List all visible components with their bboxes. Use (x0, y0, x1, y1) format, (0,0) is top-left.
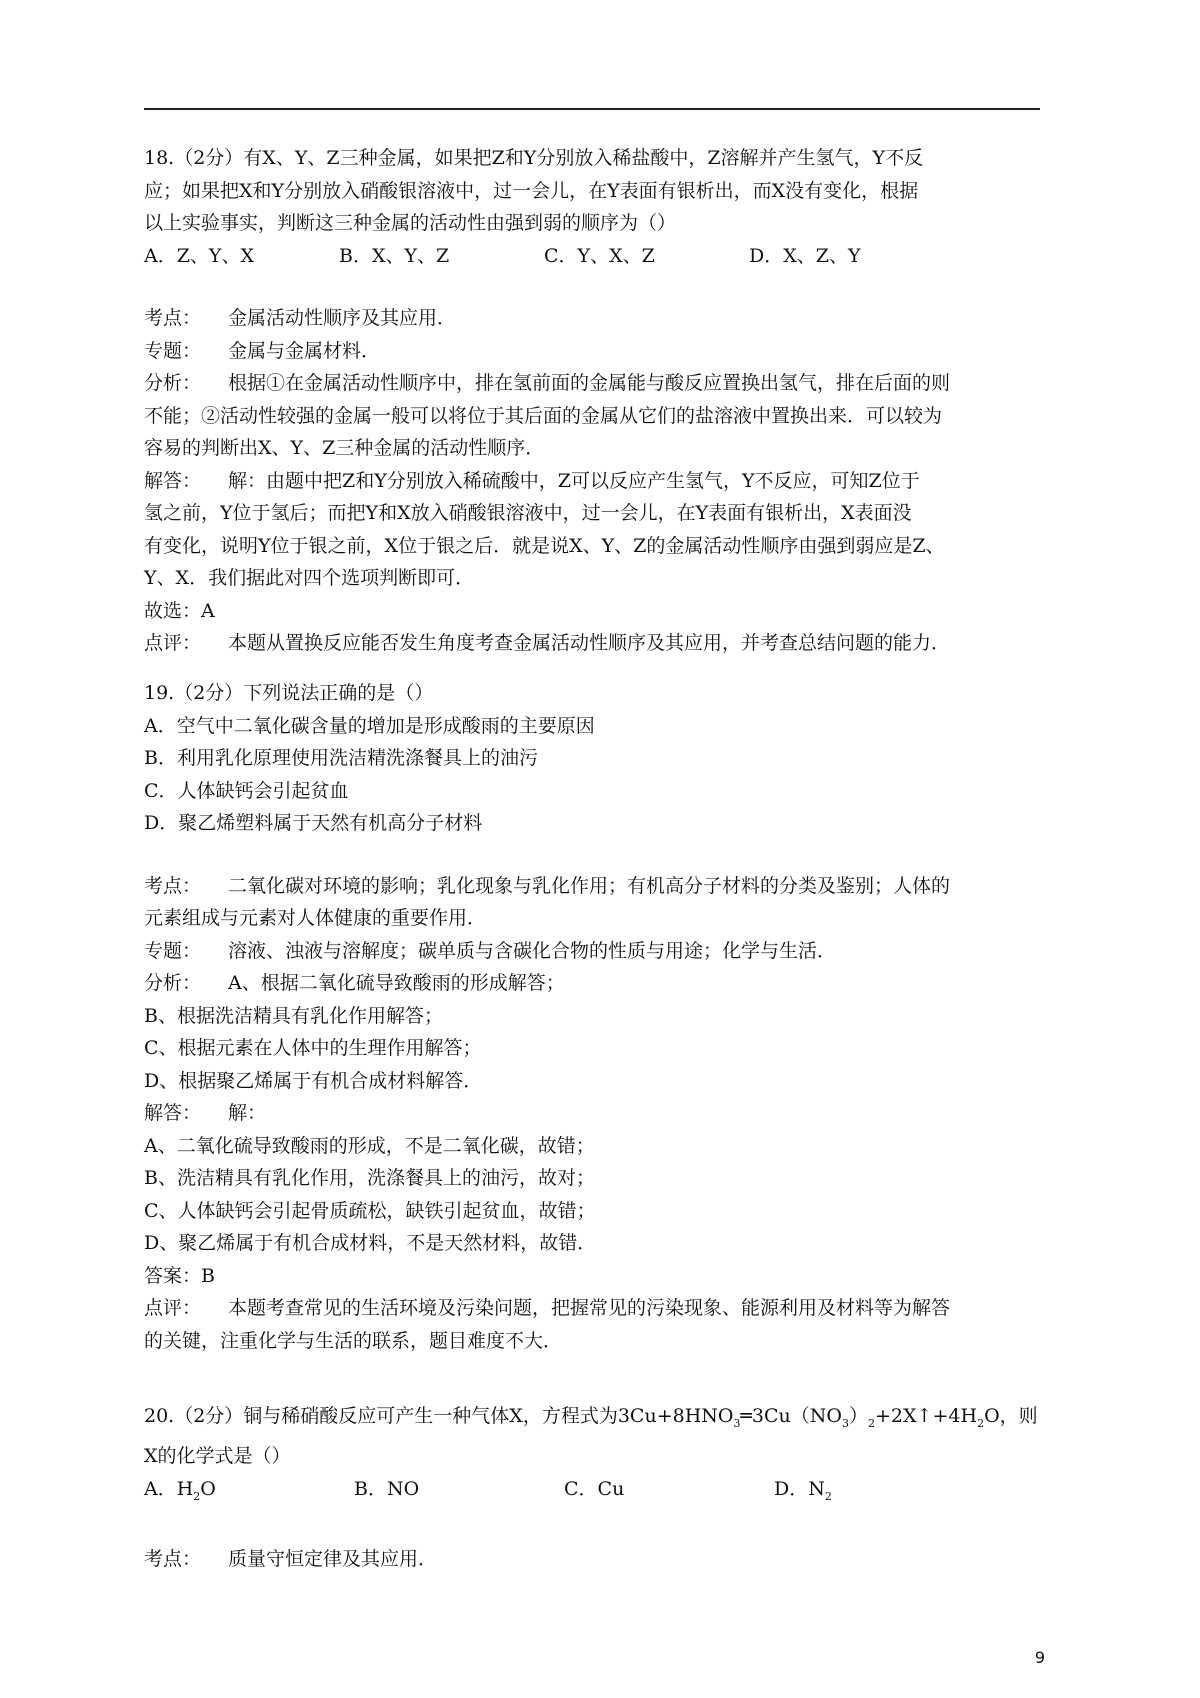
q18-jieda-text-1: 解：由题中把Z和Y分别放入稀硫酸中，Z可以反应产生氢气，Y不反应，可知Z位于 (228, 469, 920, 492)
q20-stem-part-e: O，则 (984, 1405, 1038, 1427)
q18-zhuanti-label: 专题： (144, 339, 202, 362)
q18-dianping-label: 点评： (144, 632, 202, 654)
q20-option-a-sub: 2 (193, 1489, 201, 1503)
q18-stem-line-3: 以上实验事实，判断这三种金属的活动性由强到弱的顺序为（） (144, 212, 677, 234)
q18-fenxi-line-1 (144, 367, 1044, 400)
q19-fenxi-text-1: A、根据二氧化硫导致酸雨的形成解答； (228, 972, 565, 994)
q19-kaodian-label: 考点： (144, 874, 202, 897)
q19-jieda-line-5: D、聚乙烯属于有机合成材料，不是天然材料，故错． (144, 1232, 597, 1254)
q20-sub-b: 3 (842, 1416, 849, 1430)
q20-option-c: C．Cu (564, 1477, 625, 1500)
header-rule (144, 108, 1040, 110)
q19-dianping-line-2: 的关键，注重化学与生活的联系，题目难度不大． (144, 1329, 563, 1352)
q18-dianping (144, 627, 1044, 660)
q20-stem-part-b: ═3Cu（NO (740, 1405, 842, 1427)
q19-zhuanti (144, 935, 1044, 968)
q18-kaodian-label: 考点： (144, 307, 202, 329)
q18-fenxi-line-2: 不能；②活动性较强的金属一般可以将位于其后面的金属从它们的盐溶液中置换出来．可以较为 (144, 404, 943, 427)
q19-jieda-label: 解答： (144, 1102, 202, 1124)
q19-zhuanti-text: 溶液、浊液与溶解度；碳单质与含碳化合物的性质与用途；化学与生活． (228, 939, 837, 962)
q18-jieda-line-2: 氢之前，Y位于氢后；而把Y和X放入硝酸银溶液中，过一会儿，在Y表面有银析出，X表面没 (144, 502, 912, 524)
q19-fenxi-label: 分析： (144, 972, 202, 994)
q19-answer: 答案：B (144, 1264, 215, 1287)
q20-sub-d: 2 (977, 1416, 985, 1430)
question-19 (144, 677, 1044, 1357)
q19-stem: 19.（2分）下列说法正确的是（） (144, 682, 434, 704)
q18-stem-line-2: 应；如果把X和Y分别放入硝酸银溶液中，过一会儿，在Y表面有银析出，而X没有变化，根据 (144, 179, 919, 202)
q20-option-b: B．NO (354, 1477, 420, 1500)
q19-option-a: A．空气中二氧化碳含量的增加是形成酸雨的主要原因 (144, 714, 595, 737)
q20-stem-part-c: ） (849, 1405, 869, 1427)
q18-jieda-line-4: Y、X．我们据此对四个选项判断即可． (144, 567, 475, 589)
q20-option-d-pre: D．N (774, 1477, 825, 1500)
q20-stem-part-a: 20.（2分）铜与稀硝酸反应可产生一种气体X，方程式为3Cu+8HNO (144, 1405, 734, 1427)
q18-dianping-text: 本题从置换反应能否发生角度考查金属活动性顺序及其应用，并考查总结问题的能力． (228, 632, 951, 654)
q19-dianping-label: 点评： (144, 1297, 202, 1319)
q19-option-d: D．聚乙烯塑料属于天然有机高分子材料 (144, 812, 483, 834)
q20-stem-line-1 (144, 1400, 1044, 1440)
q18-jieda-label: 解答： (144, 469, 202, 492)
q18-zhuanti-text: 金属与金属材料． (228, 339, 381, 362)
q20-option-a (144, 1473, 354, 1513)
q18-option-b: B．X、Y、Z (339, 244, 450, 267)
q19-fenxi-line-4: D、根据聚乙烯属于有机合成材料解答． (144, 1069, 483, 1092)
q19-jieda-line-2: A、二氧化硫导致酸雨的形成，不是二氧化碳，故错； (144, 1134, 595, 1157)
q19-jieda-line-3: B、洗洁精具有乳化作用，洗涤餐具上的油污，故对； (144, 1167, 595, 1189)
q19-zhuanti-label: 专题： (144, 939, 202, 962)
q18-fenxi-text-1: 根据①在金属活动性顺序中，排在氢前面的金属能与酸反应置换出氢气，排在后面的则 (228, 372, 951, 394)
q18-fenxi-line-3: 容易的判断出X、Y、Z三种金属的活动性顺序． (144, 437, 545, 459)
q20-option-a-pre: A．H (144, 1477, 194, 1500)
q19-kaodian-line-1 (144, 870, 1044, 903)
q19-fenxi-line-2: B、根据洗洁精具有乳化作用解答； (144, 1004, 443, 1027)
q18-jieda-line-3: 有变化，说明Y位于银之前，X位于银之后．就是说X、Y、Z的金属活动性顺序由强到弱应是Z、 (144, 534, 945, 557)
q19-fenxi-line-1 (144, 967, 1044, 1000)
question-20 (144, 1400, 1044, 1576)
q18-option-c: C．Y、X、Z (544, 244, 655, 267)
q18-kaodian-text: 金属活动性顺序及其应用． (228, 307, 457, 329)
q19-option-b: B．利用乳化原理使用洗洁精洗涤餐具上的油污 (144, 747, 538, 769)
q20-stem-line-2: X的化学式是（） (144, 1445, 291, 1468)
q20-option-d-sub: 2 (824, 1489, 832, 1503)
q19-kaodian-text-1: 二氧化碳对环境的影响；乳化现象与乳化作用；有机高分子材料的分类及鉴别；人体的 (228, 874, 951, 897)
q18-jieda-line-1 (144, 465, 1044, 498)
q20-kaodian-text: 质量守恒定律及其应用． (228, 1548, 438, 1571)
q20-option-a-post: O (200, 1477, 216, 1500)
q19-option-c: C．人体缺钙会引起贫血 (144, 779, 349, 802)
q20-options (144, 1473, 1044, 1513)
q19-dianping-text-1: 本题考查常见的生活环境及污染问题，把握常见的污染现象、能源利用及材料等为解答 (228, 1297, 951, 1319)
q18-option-a: A．Z、Y、X (144, 244, 254, 267)
q20-kaodian-label: 考点： (144, 1548, 202, 1571)
q19-dianping-line-1 (144, 1292, 1044, 1325)
q20-option-d (774, 1473, 832, 1513)
q18-option-d: D．X、Z、Y (749, 244, 861, 267)
q20-stem-part-d: +2X↑+4H (875, 1405, 978, 1427)
q19-jieda-text-1: 解： (228, 1102, 267, 1124)
q18-answer: 故选：A (144, 599, 215, 622)
q18-zhuanti (144, 335, 1044, 368)
q18-stem-line-1: 18.（2分）有X、Y、Z三种金属，如果把Z和Y分别放入稀盐酸中，Z溶解并产生氢气，Y不反 (144, 147, 924, 169)
q19-jieda-line-1 (144, 1097, 1044, 1130)
q18-fenxi-label: 分析： (144, 372, 202, 394)
page-number: 9 (1034, 1648, 1045, 1667)
q20-sub-a: 3 (733, 1416, 741, 1430)
q20-kaodian (144, 1543, 1044, 1576)
q19-kaodian-line-2: 元素组成与元素对人体健康的重要作用． (144, 907, 487, 929)
q19-fenxi-line-3: C、根据元素在人体中的生理作用解答； (144, 1037, 482, 1059)
q18-options (144, 240, 1044, 273)
q19-jieda-line-4: C、人体缺钙会引起骨质疏松，缺铁引起贫血，故错； (144, 1199, 596, 1222)
q20-sub-c: 2 (868, 1416, 876, 1430)
question-18 (144, 142, 1044, 660)
q18-kaodian (144, 302, 1044, 335)
